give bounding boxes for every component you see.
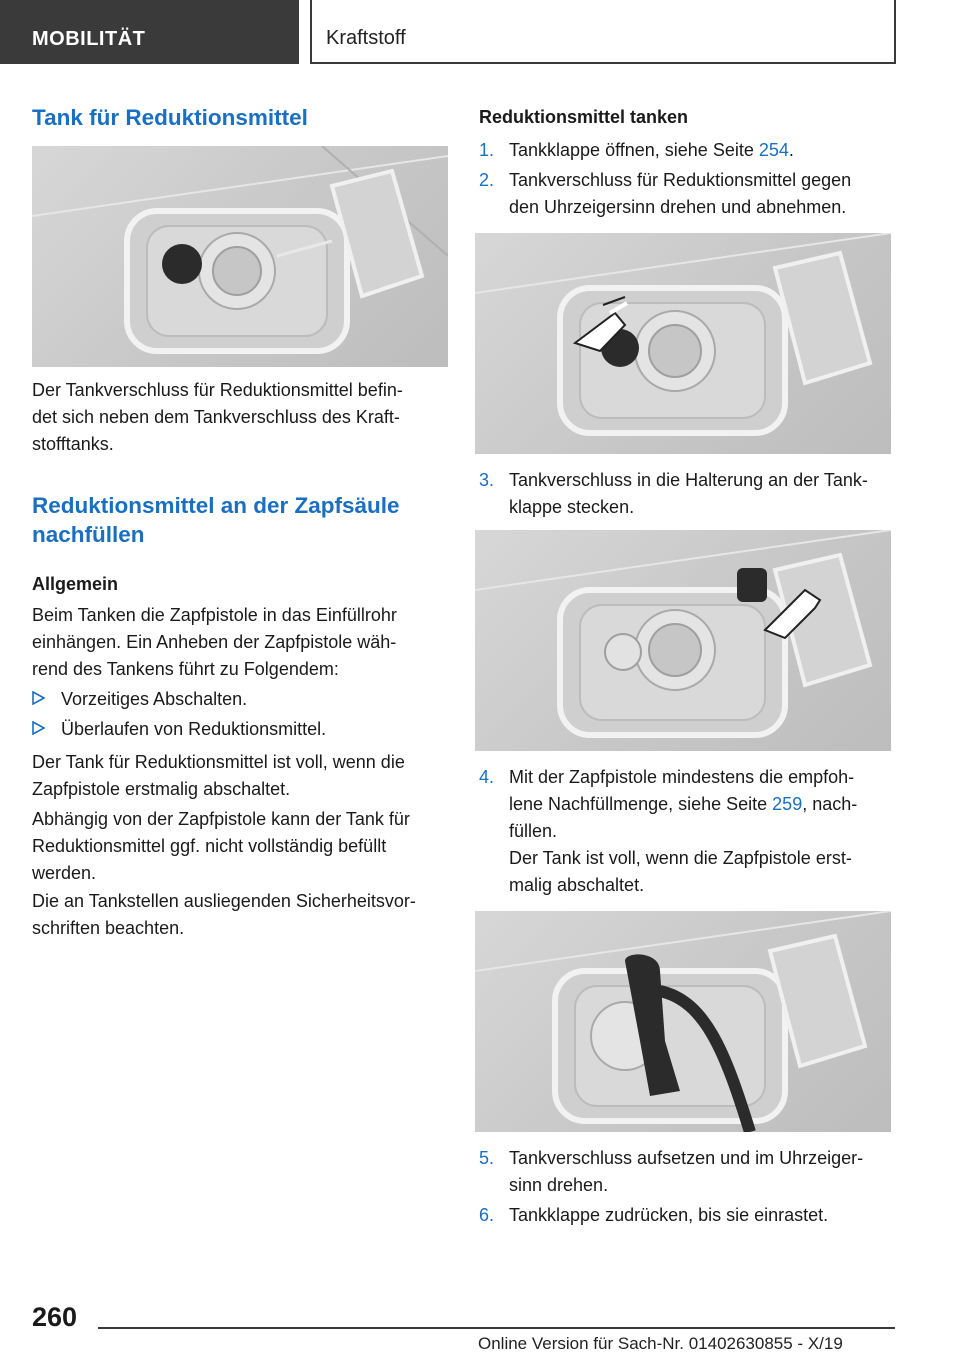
figure-tank-overview	[32, 146, 448, 367]
figure-nozzle-filling	[475, 911, 891, 1132]
footer-divider	[98, 1327, 895, 1329]
page-link-254[interactable]: 254	[758, 140, 789, 160]
section-title-refill: Reduktionsmittel an der Zapfsäule nachfüllen	[32, 493, 400, 547]
footer-online-version: Online Version für Sach-Nr. 01402630855 - X/19	[478, 1334, 843, 1353]
step-4-note: Der Tank ist voll, wenn die Zapfpistole erst- malig abschaltet.	[509, 848, 852, 895]
paragraph-cap-location: Der Tankverschluss für Reduktionsmittel befin- det sich neben dem Tankverschluss des Kraft- stofftanks.	[32, 380, 403, 454]
paragraph-refuel-hint: Beim Tanken die Zapfpistole in das Einfüllrohr einhängen. Ein Anheben der Zapfpistole wäh- rend des Tankens führt zu Folgendem:	[32, 605, 397, 679]
figure-remove-cap	[475, 233, 891, 454]
subheading-general: Allgemein	[32, 574, 119, 594]
triangle-bullet-icon	[32, 691, 45, 705]
page-link-259[interactable]: 259	[772, 794, 803, 814]
paragraph-tank-full: Der Tank für Reduktionsmittel ist voll, wenn die Zapfpistole erstmalig abschaltet.	[32, 752, 405, 799]
figure-cap-holder	[475, 530, 891, 751]
section-title-tank: Tank für Reduktionsmittel	[32, 105, 308, 130]
triangle-bullet-icon	[32, 721, 45, 735]
header-section-tab	[0, 0, 299, 64]
header-chapter-box	[310, 0, 896, 64]
header-chapter-label: Kraftstoff	[326, 27, 406, 49]
paragraph-safety: Die an Tankstellen ausliegenden Sicherheitsvor- schriften beachten.	[32, 891, 416, 938]
header-section-label: MOBILITÄT	[32, 28, 146, 50]
page-number: 260	[32, 1302, 78, 1332]
subheading-refuel: Reduktionsmittel tanken	[479, 107, 689, 127]
paragraph-partial-fill: Abhängig von der Zapfpistole kann der Tank für Reduktionsmittel ggf. nicht vollständig befüllt werden.	[32, 809, 410, 883]
